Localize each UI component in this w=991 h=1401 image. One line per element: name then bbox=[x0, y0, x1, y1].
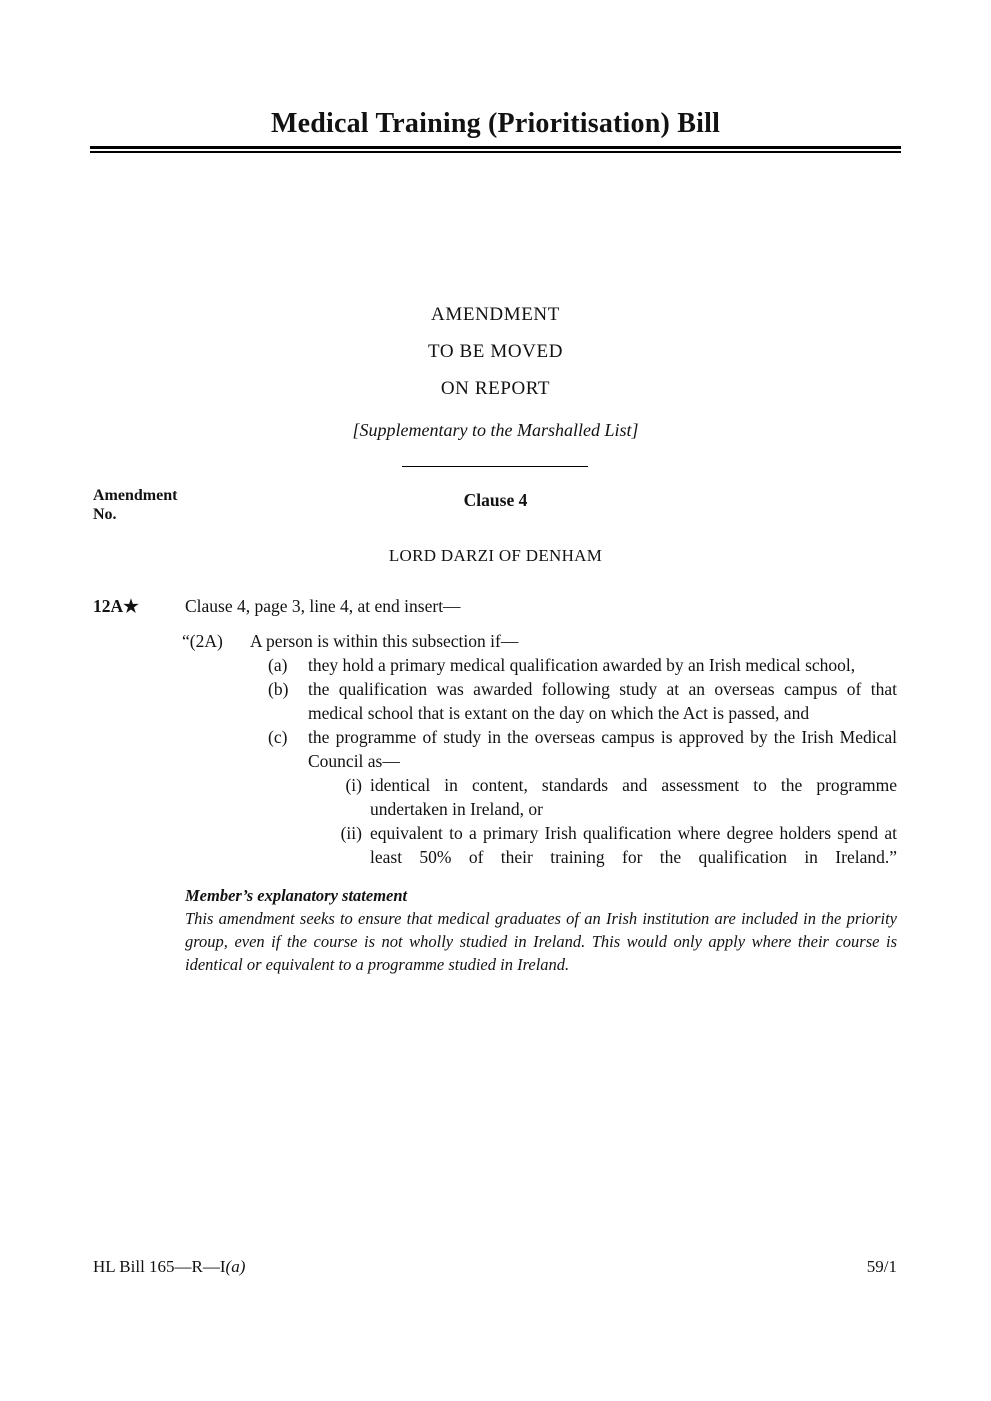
subparagraph-i-label: (i) bbox=[345, 775, 362, 795]
paragraph-c-text: the programme of study in the overseas campus is approved by the Irish Medical Council as— bbox=[308, 727, 897, 771]
paragraph-a-label: (a) bbox=[268, 655, 288, 675]
explanatory-text: This amendment seeks to ensure that medical graduates of an Irish institution are included in the priority group, even if the course is not wholly studied in Ireland. This would only apply where their course is identical or equivalent to a programme studied in Ireland. bbox=[185, 909, 897, 974]
paragraph-c bbox=[268, 725, 897, 773]
amendment-instruction-row bbox=[93, 594, 897, 618]
amendment-no-line1: Amendment bbox=[93, 487, 178, 504]
subsection-2a-label: “(2A) bbox=[182, 631, 223, 651]
subparagraph-i bbox=[324, 773, 897, 821]
title-double-rule bbox=[90, 146, 901, 153]
amendment-body bbox=[93, 594, 897, 976]
footer-page-ref: 59/1 bbox=[866, 1257, 897, 1276]
bill-title: Medical Training (Prioritisation) Bill bbox=[270, 108, 721, 139]
subsection-2a-text: A person is within this subsection if— bbox=[250, 631, 519, 651]
amendment-instruction: Clause 4, page 3, line 4, at end insert— bbox=[185, 596, 461, 616]
footer-bill-ref-main: HL Bill 165—R—I bbox=[93, 1257, 226, 1276]
paragraph-b bbox=[268, 677, 897, 725]
section-divider-rule bbox=[402, 466, 588, 467]
paragraph-a-text: they hold a primary medical qualification awarded by an Irish medical school, bbox=[308, 655, 856, 675]
amendment-no-line2: No. bbox=[93, 506, 117, 523]
footer-bill-ref bbox=[93, 1257, 245, 1277]
mover-name: LORD DARZI OF DENHAM bbox=[388, 546, 603, 565]
supplementary-subtitle: [Supplementary to the Marshalled List] bbox=[352, 420, 639, 440]
paragraph-a bbox=[268, 653, 897, 677]
subparagraph-i-text: identical in content, standards and assessment to the programme undertaken in Ireland, or bbox=[370, 775, 897, 819]
subparagraph-ii bbox=[324, 821, 897, 869]
footer-bill-ref-suffix: (a) bbox=[225, 1257, 246, 1276]
explanatory-statement bbox=[185, 884, 897, 976]
heading-on-report: ON REPORT bbox=[440, 378, 551, 399]
page-footer bbox=[93, 1257, 897, 1277]
heading-to-be-moved: TO BE MOVED bbox=[427, 341, 564, 362]
subparagraph-ii-text: equivalent to a primary Irish qualification where degree holders spend at least 50% of their training for the qualification in Ireland.” bbox=[370, 823, 897, 867]
paragraph-c-label: (c) bbox=[268, 727, 288, 747]
clause-heading: Clause 4 bbox=[463, 490, 528, 510]
paragraph-b-text: the qualification was awarded following study at an overseas campus of that medical school that is extant on the day on which the Act is passed, and bbox=[308, 679, 897, 723]
subsection-2a bbox=[182, 629, 897, 653]
paragraph-b-label: (b) bbox=[268, 679, 289, 699]
explanatory-heading: Member’s explanatory statement bbox=[185, 886, 408, 905]
subparagraph-ii-label: (ii) bbox=[340, 823, 362, 843]
heading-amendment: AMENDMENT bbox=[431, 304, 560, 325]
amendment-number: 12A★ bbox=[93, 596, 139, 616]
